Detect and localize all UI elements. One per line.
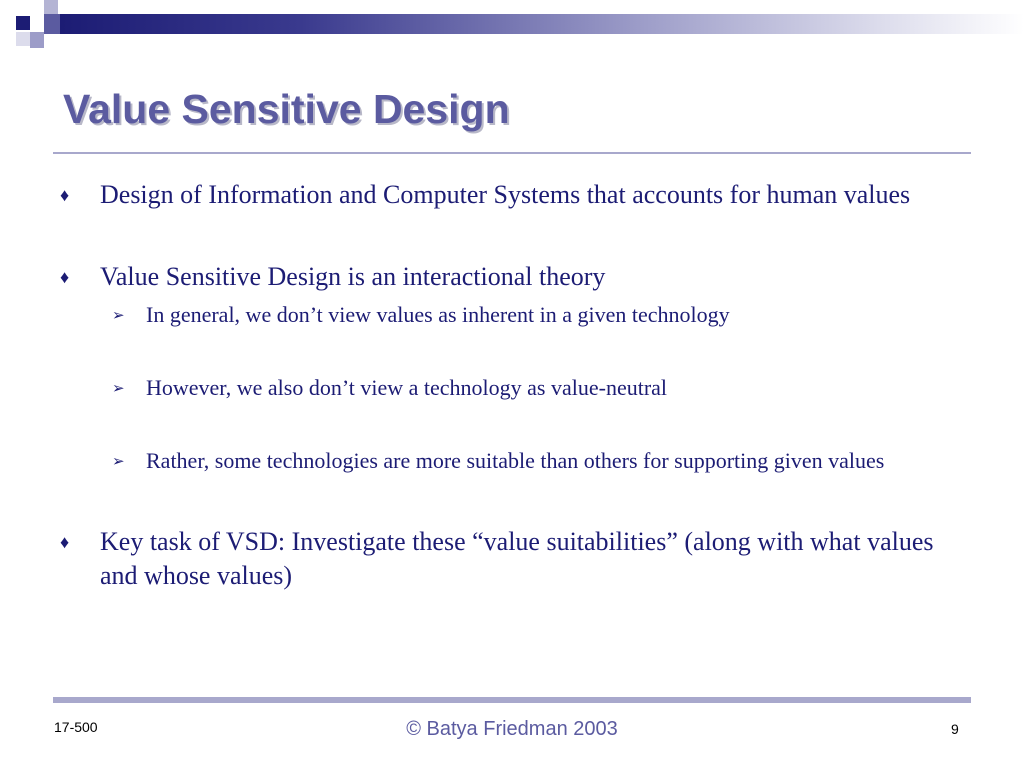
arrow-bullet-icon: ➢ <box>112 306 125 324</box>
footer-divider <box>53 697 971 703</box>
bullet-text: Value Sensitive Design is an interactional theory <box>100 262 606 291</box>
diamond-bullet-icon: ♦ <box>60 267 70 287</box>
arrow-bullet-icon: ➢ <box>112 452 125 470</box>
sub-bullet-item <box>52 446 972 476</box>
decor-square <box>30 14 44 28</box>
sub-bullet-text: In general, we don’t view values as inherent in a given technology <box>146 302 730 327</box>
slide-title: Value Sensitive Design <box>63 86 510 132</box>
slide-number: 9 <box>951 721 959 737</box>
decor-square <box>16 32 30 46</box>
header-gradient-band <box>60 14 1024 34</box>
sub-bullet-text: However, we also don’t view a technology as value-neutral <box>146 375 668 400</box>
arrow-bullet-icon: ➢ <box>112 379 125 397</box>
sub-bullet-item <box>52 300 972 330</box>
bullet-item <box>52 525 972 593</box>
decor-square <box>44 0 58 14</box>
decor-square <box>30 32 44 48</box>
diamond-bullet-icon: ♦ <box>60 532 70 552</box>
title-divider <box>53 152 971 154</box>
bullet-text: Design of Information and Computer Systems that accounts for human values <box>100 180 911 209</box>
header-decoration <box>0 0 1024 48</box>
sub-bullet-item <box>52 373 972 403</box>
decor-square <box>16 16 30 30</box>
bullet-item <box>52 178 972 212</box>
bullet-item <box>52 260 972 294</box>
decor-square <box>44 14 60 34</box>
diamond-bullet-icon: ♦ <box>60 185 70 205</box>
sub-bullet-text: Rather, some technologies are more suitable than others for supporting given values <box>146 448 885 473</box>
slide-body <box>52 178 972 593</box>
bullet-text: Key task of VSD: Investigate these “value suitabilities” (along with what values and whose values) <box>100 527 934 590</box>
copyright-footer: © Batya Friedman 2003 <box>406 718 618 740</box>
course-number: 17-500 <box>54 719 98 735</box>
